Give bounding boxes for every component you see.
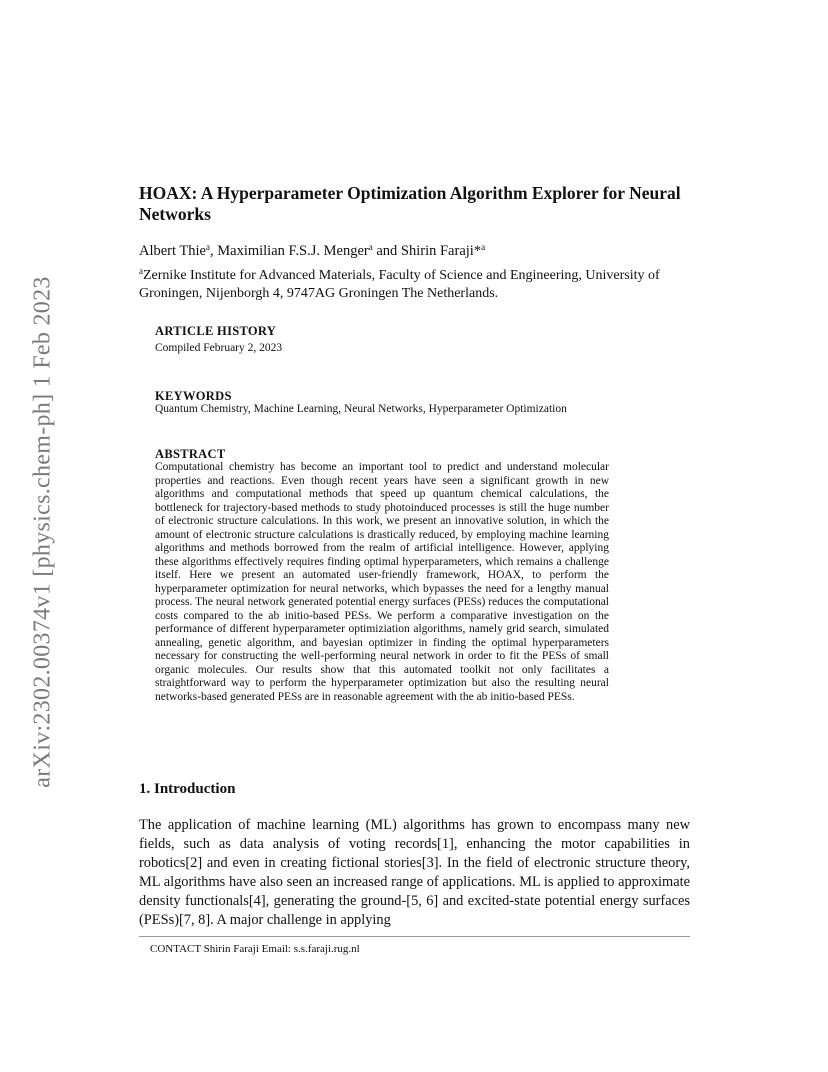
- keywords: [155, 389, 615, 417]
- compiled-date: Compiled February 2, 2023: [155, 342, 283, 354]
- affiliation-mark: a: [205, 242, 210, 252]
- abstract-text: Computational chemistry has become an important tool to predict and understand molecular properties and reactions. Even though recent years have seen a significant growth in new algorithms and computational methods that speed up quantum chemical calculations, the bottleneck for trajectory-based methods to study photoinduced processes is still the huge number of electronic structure calculations. In this work, we present an innovative solution, in which the amount of electronic structure calculations is drastically reduced, by employing machine learning algorithms and methods borrowed from the realm of artificial intelligence. However, applying these algorithms effectively requires finding optimal hyperparameters, which remains a challenge itself. Here we present an automated user-friendly framework, HOAX, to perform the hyperparameter optimization for neural networks, which bypasses the need for a lengthy manual process. The neural network generated potential energy surfaces (PESs) reduces the computational costs compared to the ab initio-based PESs. We perform a comparative investigation on the performance of different hyperparameter optimiziation algorithms, namely grid search, simulated annealing, genetic algorithm, and bayesian optimizer in finding the optimal hyperparameters necessary for constructing the well-performing neural network in order to fit the PESs of small organic molecules. Our results show that this automated toolkit not only facilitates a straightforward way to perform the hyperparameter optimization but also the resulting neural networks-based generated PESs are in reasonable agreement with the ab initio-based PESs.: [155, 461, 609, 703]
- author-list: [139, 243, 485, 260]
- footnote-divider: [139, 936, 690, 937]
- affiliation-mark: a: [139, 266, 143, 276]
- author-separator: and: [372, 243, 401, 259]
- affiliation-mark: a: [368, 242, 373, 252]
- author-name: Maximilian F.S.J. Menger: [217, 243, 369, 259]
- author-separator: ,: [209, 243, 218, 259]
- keywords-text: Quantum Chemistry, Machine Learning, Neural Networks, Hyperparameter Optimization: [155, 403, 567, 415]
- section-heading-introduction: 1. Introduction: [139, 781, 236, 797]
- article-history: [155, 324, 615, 356]
- author-name: Albert Thie: [139, 243, 206, 259]
- abstract: [155, 447, 609, 704]
- contact-footnote: CONTACT Shirin Faraji Email: s.s.faraji.rug.nl: [150, 943, 360, 955]
- affiliation: [139, 267, 699, 303]
- paper-title: HOAX: A Hyperparameter Optimization Algorithm Explorer for Neural Networks: [139, 183, 681, 224]
- introduction-paragraph: The application of machine learning (ML) algorithms has grown to encompass many new fields, such as data analysis of voting records[1], enhancing the motor capabilities in robotics[2] and even in creating fictional stories[3]. In the field of electronic structure theory, ML algorithms have also seen an increased range of applications. ML is applied to approximate density functionals[4], generating the ground-[5, 6] and excited-state potential energy surfaces (PESs)[7, 8]. A major challenge in applying: [139, 817, 690, 928]
- author-name: Shirin Faraji*: [400, 243, 482, 259]
- abstract-heading: ABSTRACT: [155, 447, 226, 461]
- arxiv-identifier: arXiv:2302.00374v1 [physics.chem-ph] 1 Feb 2023: [29, 276, 56, 788]
- affiliation-text: Zernike Institute for Advanced Materials, Faculty of Science and Engineering, University of Groningen, Nijenborgh 4, 9747AG Groningen The Netherlands.: [139, 268, 660, 301]
- affiliation-mark: a: [481, 242, 486, 252]
- keywords-heading: KEYWORDS: [155, 389, 232, 403]
- article-history-heading: ARTICLE HISTORY: [155, 324, 277, 338]
